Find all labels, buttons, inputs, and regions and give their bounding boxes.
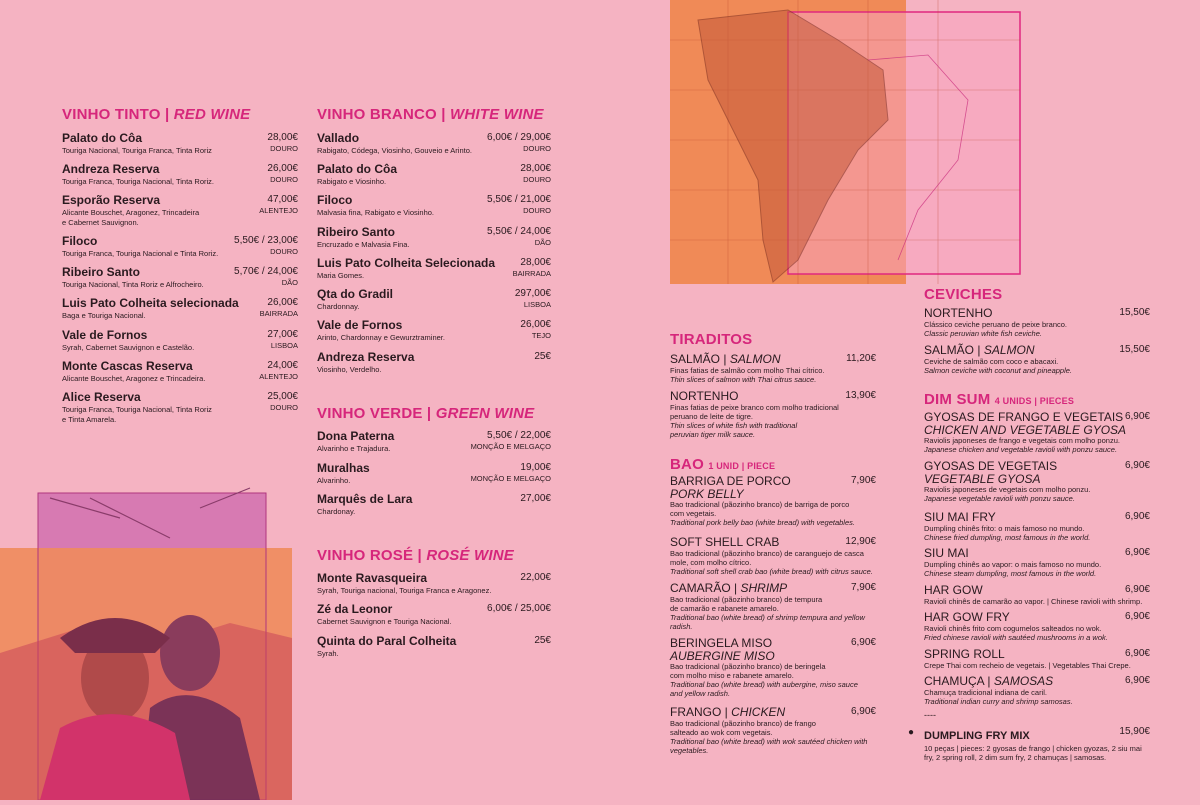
item-name-pt: SALMÃO [924,343,975,357]
wine-grapes: Arinto, Chardonnay e Gewurztraminer. [317,333,445,342]
section-title-pt: VINHO VERDE [317,405,423,422]
item-desc: Clássico ceviche peruano de peixe branco. [924,320,1068,329]
wine-price: 25€ [534,351,551,362]
wine-item [317,492,551,516]
wine-item [317,287,551,311]
menu-item [924,611,1150,642]
wine-price: 6,00€ / 25,00€ [487,603,551,614]
item-name [924,307,1150,320]
menu-item [670,637,876,698]
item-desc-en: Fried chinese ravioli with sautéed mushrooms in a wok. [924,633,1108,642]
item-desc: salteado ao wok com vegetais. [670,728,773,737]
item-desc: Bao tradicional (pãozinho branco) de barriga de porco [670,500,850,509]
item-name-pt: SIU MAI FRY [924,510,996,524]
section-title-pt: BAO [670,456,704,473]
wine-grapes: Alicante Bouschet, Aragonez e Trincadeira. [62,374,206,383]
wine-name: Esporão Reserva [62,193,161,207]
item-desc-en: Thin slices of white fish with traditional [670,421,798,430]
wine-item [317,318,551,342]
divider: ---- [924,710,936,720]
wine-item [317,429,551,453]
item-desc-en: Chinese steam dumpling, most famous in the world. [924,569,1097,578]
dumpling-icon: ● [908,727,915,738]
wine-region: DOURO [523,144,551,153]
menu-item [924,460,1150,503]
wine-name: Muralhas [317,461,370,475]
wine-name: Palato do Côa [317,162,398,176]
item-price: 13,90€ [845,390,876,401]
item-name-pt: HAR GOW FRY [924,610,1010,624]
item-name-en: AUBERGINE MISO [670,649,775,663]
section-title-en: GREEN WINE [435,405,535,422]
wine-grapes: Touriga Franca, Touriga Nacional, Tinta Roriz. [62,177,215,186]
item-desc-en: Traditional pork belly bao (white bread) with vegetables. [670,518,855,527]
wine-region: DOURO [523,206,551,215]
item-desc-en: Japanese vegetable ravioli with ponzu sauce. [924,494,1075,503]
wine-grapes: Chardonay. [317,507,356,516]
wine-item [317,350,551,374]
wine-price: 47,00€ [267,194,298,205]
wine-grapes: Touriga Nacional, Tinta Roriz e Alfrocheiro. [62,280,204,289]
item-desc: com molho miso e rabanete amarelo. [670,671,794,680]
item-name-en: VEGETABLE GYOSA [924,472,1041,486]
item-price: 6,90€ [1124,675,1150,686]
wine-name: Zé da Leonor [317,602,393,616]
wine-price: 5,50€ / 23,00€ [234,235,298,246]
item-desc-en: Traditional bao (white bread) with wok sautéed chicken with [670,737,868,746]
wine-region: DOURO [270,403,298,412]
wine-grapes: Touriga Franca, Touriga Nacional e Tinta Roriz. [62,249,219,258]
item-name-pt: GYOSAS DE VEGETAIS [924,459,1058,473]
item-price: 6,90€ [1124,547,1150,558]
wine-name: Vallado [317,131,360,145]
wine-grapes: Alicante Bouschet, Aragonez, Trincadeira [62,208,200,217]
item-desc-en: peruvian tiger milk sauce. [670,430,756,439]
section-title-pt: VINHO ROSÉ [317,547,414,564]
menu-item [924,307,1150,338]
section-title-pt: VINHO BRANCO [317,106,437,123]
item-desc: Chamuça tradicional indiana de caril. [924,688,1047,697]
wine-price: 24,00€ [267,360,298,371]
menu-item [670,536,876,576]
wine-item [317,162,551,186]
wine-item [317,461,551,485]
menu-item [924,584,1150,606]
wine-region: DOURO [270,247,298,256]
wine-name: Ribeiro Santo [62,265,141,279]
item-name-pt: NORTENHO [924,306,993,320]
section-title-ceviches [924,286,1002,303]
mix-price: 15,90€ [1119,726,1150,737]
wine-item [317,193,551,217]
wine-grapes: Syrah, Touriga nacional, Touriga Franca e Aragonez. [317,586,492,595]
wine-price: 6,00€ / 29,00€ [487,132,551,143]
item-name-pt: SPRING ROLL [924,647,1005,661]
menu-item [670,390,876,439]
wine-price: 26,00€ [520,319,551,330]
item-price: 15,50€ [1119,307,1150,318]
item-price: 6,90€ [1124,648,1150,659]
item-price: 6,90€ [1124,511,1150,522]
menu-item [924,511,1150,542]
wine-price: 297,00€ [514,288,551,299]
wine-region: DOURO [523,175,551,184]
wine-item [317,602,551,626]
wine-item [62,265,298,289]
item-desc: Finas fatias de salmão com molho Thai cítrico. [670,366,825,375]
wine-price: 22,00€ [520,572,551,583]
item-desc: Finas fatias de peixe branco com molho tradicional [670,403,839,412]
item-name-pt: SIU MAI [924,546,969,560]
item-name-pt: CHAMUÇA [924,674,985,688]
wine-grapes: Baga e Touriga Nacional. [62,311,146,320]
menu-item [924,648,1150,670]
section-title-green-wine: VINHO VERDE | GREEN WINE [317,405,535,422]
wine-name: Dona Paterna [317,429,395,443]
wine-name: Monte Ravasqueira [317,571,428,585]
item-desc-en: and yellow radish. [670,689,731,698]
item-price: 15,50€ [1119,344,1150,355]
section-title-pt: DIM SUM [924,391,991,408]
item-desc-en: Salmon ceviche with coconut and pineapple. [924,366,1073,375]
wine-price: 27,00€ [520,493,551,504]
item-desc-en: Japanese chicken and vegetable ravioli with ponzu sauce. [924,445,1118,454]
item-name [924,648,1150,661]
item-name [924,584,1150,597]
item-name: SALMÃO | SALMON [924,343,1035,357]
mix-name: DUMPLING FRY MIX [924,730,1030,742]
item-name-en: CHICKEN [731,705,786,719]
menu-item [924,411,1150,454]
item-desc: de camarão e rabanete amarelo. [670,604,779,613]
item-name: CHAMUÇA | SAMOSAS [924,674,1054,688]
item-name: SALMÃO | SALMON [670,352,781,366]
menu-item [670,706,876,755]
item-desc: Bao tradicional (pãozinho branco) de caranguejo de casca [670,549,864,558]
item-name-en: PORK BELLY [670,487,744,501]
section-subtitle: 1 UNID | PIECE [708,461,776,471]
wine-item [317,634,551,658]
wine-grapes-2: e Cabernet Sauvignon. [62,218,139,227]
section-title-white-wine: VINHO BRANCO | WHITE WINE [317,106,544,123]
wine-region: BAIRRADA [512,269,551,278]
section-title-bao [670,456,775,473]
item-desc-en: Traditional soft shell crab bao (white bread) with citrus sauce. [670,567,873,576]
item-name-pt: SOFT SHELL CRAB [670,535,780,549]
wine-grapes-2: e Tinta Amarela. [62,415,117,424]
item-price: 6,90€ [1124,460,1150,471]
wine-grapes: Rabigato e Viosinho. [317,177,387,186]
wine-item [62,390,298,424]
wine-price: 5,70€ / 24,00€ [234,266,298,277]
item-price: 7,90€ [850,475,876,486]
item-name-pt: FRANGO [670,705,722,719]
portrait-photo [0,478,292,800]
item-desc: Bao tradicional (pãozinho branco) de beringela [670,662,826,671]
section-title-en: ROSÉ WINE [426,547,514,564]
wine-grapes: Cabernet Sauvignon e Touriga Nacional. [317,617,452,626]
wine-item [62,162,298,186]
wine-name: Alice Reserva [62,390,141,404]
wine-name: Filoco [62,234,98,248]
wine-price: 26,00€ [267,163,298,174]
item-price: 11,20€ [846,353,876,364]
wine-price: 5,50€ / 24,00€ [487,226,551,237]
mix-desc-2: fry, 2 spring roll, 2 dim sum fry, 2 chamuças | samosas. [924,753,1107,762]
wine-grapes: Alvarinho e Trajadura. [317,444,391,453]
wine-price: 27,00€ [267,329,298,340]
wine-region: DOURO [270,144,298,153]
wine-region: DÃO [534,238,551,247]
section-title-rose-wine: VINHO ROSÉ | ROSÉ WINE [317,547,514,564]
wine-price: 5,50€ / 22,00€ [487,430,551,441]
section-title-pt: TIRADITOS [670,331,753,348]
item-name-en: SALMON [729,352,781,366]
wine-name: Andreza Reserva [62,162,160,176]
item-desc: Bao tradicional (pãozinho branco) de frango [670,719,816,728]
wine-name: Marquês de Lara [317,492,413,506]
wine-price: 25€ [534,635,551,646]
item-desc: Bao tradicional (pãozinho branco) de tempura [670,595,823,604]
wine-name: Filoco [317,193,353,207]
item-price: 12,90€ [845,536,876,547]
wine-grapes: Malvasia fina, Rabigato e Viosinho. [317,208,435,217]
item-desc: Ravioli chinês de camarão ao vapor. | Chinese ravioli with shrimp. [924,597,1143,606]
wine-name: Vale de Fornos [317,318,403,332]
wine-item [317,225,551,249]
item-name: CAMARÃO | SHRIMP [670,581,788,595]
wine-item [317,571,551,595]
item-name-en: SAMOSAS [993,674,1054,688]
item-desc-en: Traditional bao (white bread) with aubergine, miso sauce [670,680,858,689]
wine-price: 28,00€ [520,163,551,174]
wine-grapes: Alvarinho. [317,476,351,485]
item-desc: mole, com molho cítrico. [670,558,752,567]
item-desc-en: Traditional bao (white bread) of shrimp tempura and yellow [670,613,865,622]
wine-grapes: Touriga Nacional, Touriga Franca, Tinta Roriz [62,146,212,155]
wine-item [62,328,298,352]
wine-name: Luis Pato Colheita Selecionada [317,256,496,270]
item-name-pt: HAR GOW [924,583,983,597]
wine-item [62,131,298,155]
item-desc-en: Traditional indian curry and shrimp samosas. [924,697,1073,706]
item-desc: Raviolis japoneses de vegetais com molho ponzu. [924,485,1091,494]
item-desc: Raviolis japoneses de frango e vegetais com molho ponzu. [924,436,1120,445]
item-price: 6,90€ [850,637,876,648]
wine-name: Luis Pato Colheita selecionada [62,296,239,310]
wine-price: 19,00€ [520,462,551,473]
item-desc: peruano de leite de tigre. [670,412,753,421]
dumpling-fry-mix [908,726,1150,762]
menu-item [924,344,1150,375]
wine-region: LISBOA [270,341,298,350]
item-desc: Crepe Thai com recheio de vegetais. | Vegetables Thai Crepe. [924,661,1131,670]
wine-region: MONÇÃO E MELGAÇO [470,442,551,451]
section-title-pt: VINHO TINTO [62,106,161,123]
wine-grapes: Rabigato, Códega, Viosinho, Gouveio e Arinto. [317,146,472,155]
wine-grapes: Viosinho, Verdelho. [317,365,382,374]
item-desc: Dumpling chinês frito: o mais famoso no mundo. [924,524,1085,533]
item-name-pt: BERINGELA MISO [670,636,773,650]
item-name-pt: NORTENHO [670,389,739,403]
wine-name: Quinta do Paral Colheita [317,634,457,648]
item-name: FRANGO | CHICKEN [670,705,786,719]
item-name [924,511,1150,524]
wine-item [317,131,551,155]
item-price: 6,90€ [1124,584,1150,595]
menu-item [670,475,876,527]
wine-grapes: Syrah. [317,649,339,658]
item-name [924,611,1150,624]
item-desc-en: Chinese fried dumpling, most famous in the world. [924,533,1091,542]
section-title-en: WHITE WINE [450,106,544,123]
item-name-pt: CAMARÃO [670,581,731,595]
wine-region: MONÇÃO E MELGAÇO [470,474,551,483]
item-price: 6,90€ [850,706,876,717]
wine-name: Palato do Côa [62,131,143,145]
wine-price: 5,50€ / 21,00€ [487,194,551,205]
menu-item [924,547,1150,578]
item-price: 6,90€ [1124,611,1150,622]
section-title-en: RED WINE [173,106,251,123]
item-name-pt: SALMÃO [670,352,721,366]
section-subtitle: 4 UNIDS | PIECES [994,396,1075,406]
item-desc: Dumpling chinês ao vapor: o mais famoso no mundo. [924,560,1102,569]
wine-price: 28,00€ [520,257,551,268]
wine-region: BAIRRADA [259,309,298,318]
item-desc-en: Thin slices of salmon with Thai citrus sauce. [670,375,817,384]
wine-name: Vale de Fornos [62,328,148,342]
item-name-en: SHRIMP [740,581,788,595]
section-title-tiraditos [670,331,752,348]
menu-item [670,582,876,631]
menu-item [670,353,876,384]
wine-region: ALENTEJO [259,372,298,381]
item-desc: Ravioli chinês frito com cogumelos salteados no wok. [924,624,1102,633]
item-name-pt: GYOSAS DE FRANGO E VEGETAIS [924,410,1124,424]
wine-item [317,256,551,280]
item-price: 7,90€ [850,582,876,593]
item-desc: com vegetais. [670,509,717,518]
wine-item [62,359,298,383]
wine-item [62,234,298,258]
wine-price: 25,00€ [267,391,298,402]
wine-name: Qta do Gradil [317,287,394,301]
wine-region: DÃO [281,278,298,287]
item-desc: Ceviche de salmão com coco e abacaxi. [924,357,1059,366]
section-title-dim-sum [924,391,1074,408]
wine-grapes: Touriga Franca, Touriga Nacional, Tinta Roriz [62,405,212,414]
item-name-pt: BARRIGA DE PORCO [670,474,791,488]
wine-price: 28,00€ [267,132,298,143]
item-desc-en: Classic peruvian white fish ceviche. [924,329,1042,338]
wine-grapes: Chardonnay. [317,302,360,311]
item-name-en: SALMON [983,343,1035,357]
mix-desc: 10 peças | pieces: 2 gyosas de frango | chicken gyozas, 2 siu mai [924,744,1142,753]
item-name [924,547,1150,560]
wine-price: 26,00€ [267,297,298,308]
wine-name: Monte Cascas Reserva [62,359,193,373]
wine-name: Ribeiro Santo [317,225,396,239]
wine-grapes: Maria Gomes. [317,271,365,280]
wine-region: ALENTEJO [259,206,298,215]
item-name-en: CHICKEN AND VEGETABLE GYOSA [924,423,1127,437]
wine-region: DOURO [270,175,298,184]
item-desc-en: vegetables. [670,746,709,755]
menu-item [924,675,1150,706]
section-title-pt: CEVICHES [924,286,1003,303]
wine-name: Andreza Reserva [317,350,415,364]
wine-grapes: Syrah, Cabernet Sauvignon e Castelão. [62,343,195,352]
section-title-red-wine: VINHO TINTO | RED WINE [62,106,251,123]
wine-grapes: Encruzado e Malvasia Fina. [317,240,410,249]
wine-item [62,193,298,227]
item-price: 6,90€ [1124,411,1150,422]
map-image [668,0,1024,288]
wine-item [62,296,298,320]
item-desc-en: radish. [670,622,693,631]
wine-region: TEJO [531,331,551,340]
wine-region: LISBOA [523,300,551,309]
